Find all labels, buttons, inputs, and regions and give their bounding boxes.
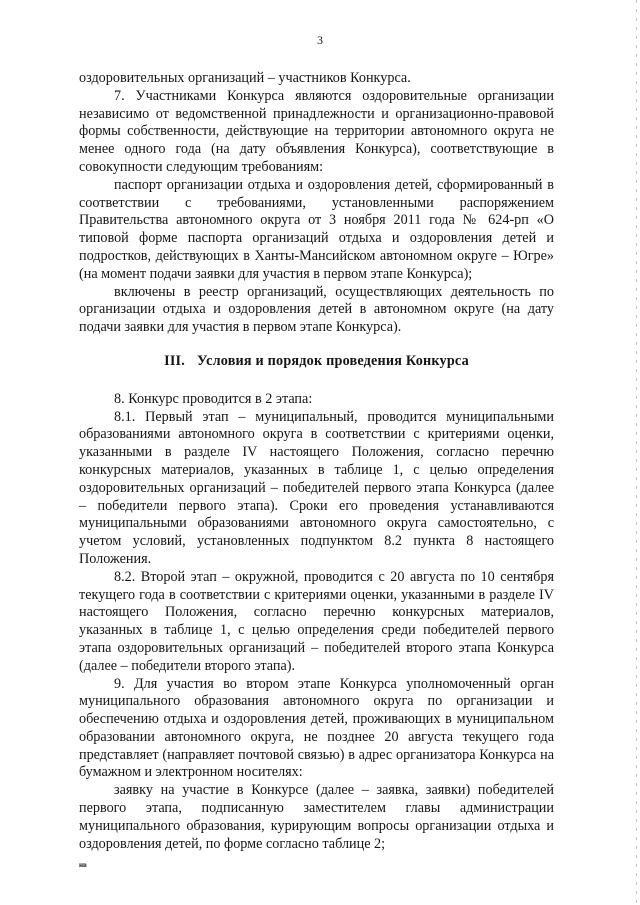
- paragraph-8-2: 8.2. Второй этап – окружной, проводится с 20 августа по 10 сентября текущего года в соответствии с критериями оценки, указанными в разделе IV настоящего Положения, согласно перечню конкурсных материалов, указанных в таблице 1, с целью определения среди победителей первого этапа оздоровительных организаций – победителей второго этапа Конкурса (далее – победители второго этапа).: [79, 568, 554, 674]
- document-body: [79, 70, 554, 853]
- paragraph-continuation: оздоровительных организаций – участников Конкурса.: [79, 70, 411, 86]
- paragraph-application: заявку на участие в Конкурсе (далее – заявка, заявки) победителей первого этапа, подписанную заместителем главы администрации муниципального образования, курирующим вопросы организации отдыха и оздоровления детей, по форме согласно таблице 2;: [79, 782, 554, 852]
- paragraph-registry-requirement: включены в реестр организаций, осуществляющих деятельность по организации отдыха и оздоровления детей в автономном округе (на дату подачи заявки для участия в первом этапе Конкурса).: [79, 283, 554, 336]
- scan-edge-line: [636, 0, 637, 905]
- paragraph-8-1: 8.1. Первый этап – муниципальный, проводится муниципальными образованиями автономного округа в соответствии с критериями оценки, указанными в разделе IV настоящего Положения, согласно перечню конкурсных материалов, указанных в таблице 1, с целью определения оздоровительных организаций – победителей первого этапа Конкурса (далее – победители первого этапа). Сроки его проведения устанавливаются муниципальными образованиями автономного округа самостоятельно, с учетом условий, установленных подпунктом 8.2 пункта 8 настоящего Положения.: [79, 408, 554, 567]
- paragraph-passport-requirement: паспорт организации отдыха и оздоровления детей, сформированный в соответствии с требованиями, установленными распоряжением Правительства автономного округа от 3 ноября 2011 года № 624-рп «О типовой форме паспорта организаций отдыха и оздоровления детей и подростков, действующих в Ханты-Мансийском автономном округе – Югре» (на момент подачи заявки для участия в первом этапе Конкурса);: [79, 176, 554, 282]
- footer-mark: нв: [79, 861, 87, 869]
- section-title: Условия и порядок проведения Конкурса: [197, 352, 469, 369]
- section-number: III.: [164, 352, 186, 369]
- paragraph-7: 7. Участниками Конкурса являются оздоровительные организации независимо от ведомственной принадлежности и организационно-правовой формы собственности, действующие на территории автономного округа не менее одного года (на дату объявления Конкурса), соответствующие в совокупности следующим требованиям:: [79, 87, 554, 175]
- paragraph-8: 8. Конкурс проводится в 2 этапа:: [114, 390, 313, 407]
- page-number: 3: [317, 33, 323, 47]
- paragraph-9: 9. Для участия во втором этапе Конкурса уполномоченный орган муниципального образования автономного округа по организации и обеспечению отдыха и оздоровления детей, проживающих в муниципальном образовании автономного округа, не позднее 20 августа текущего года представляет (направляет почтовой связью) в адрес организатора Конкурса на бумажном и электронном носителях:: [79, 675, 554, 781]
- section-heading: [79, 353, 554, 371]
